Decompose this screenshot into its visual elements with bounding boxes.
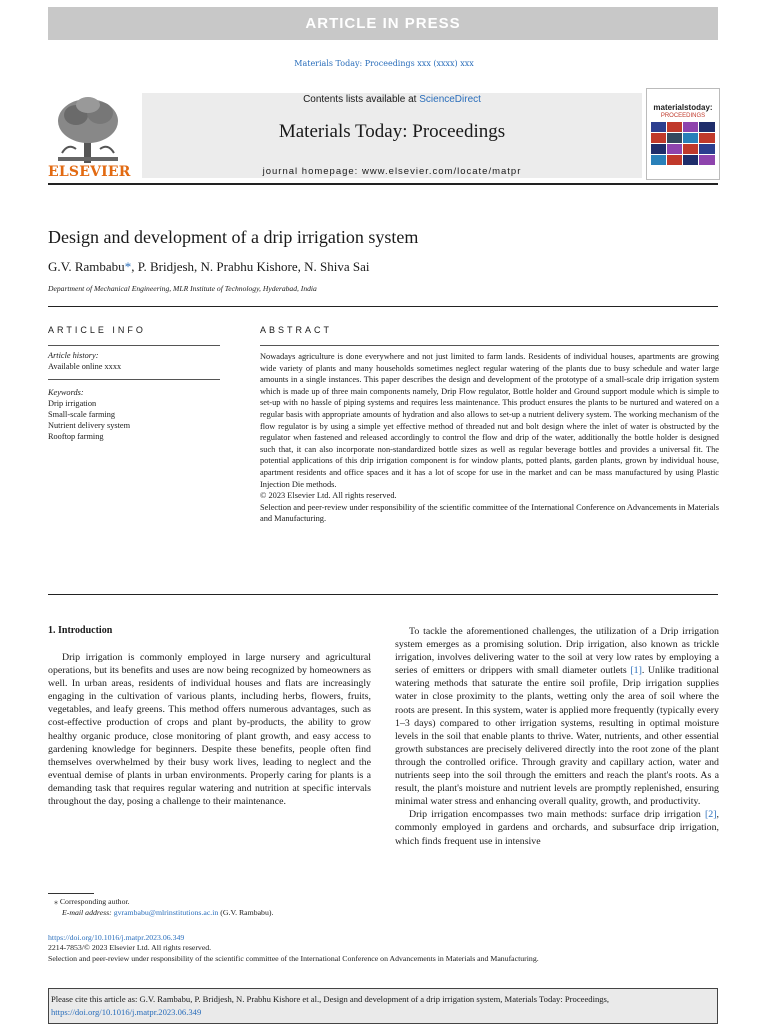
cover-mosaic bbox=[651, 122, 715, 166]
history-label: Article history: bbox=[48, 351, 99, 360]
journal-homepage[interactable]: journal homepage: www.elsevier.com/locate/matpr bbox=[262, 166, 522, 177]
keyword-item: Small-scale farming bbox=[48, 410, 116, 419]
left-column bbox=[48, 651, 371, 808]
abstract-bottom-rule bbox=[48, 594, 718, 595]
cite-doi-link[interactable]: https://doi.org/10.1016/j.matpr.2023.06.349 bbox=[51, 1007, 202, 1017]
paper-title: Design and development of a drip irrigation system bbox=[48, 227, 419, 247]
journal-citation-link[interactable]: Materials Today: Proceedings xxx (xxxx) xxx bbox=[294, 59, 474, 68]
para3-text-a: Drip irrigation encompasses two main methods: surface drip irrigation bbox=[409, 809, 706, 821]
abstract-copyright: © 2023 Elsevier Ltd. All rights reserved. bbox=[260, 491, 397, 501]
keyword-item: Rooftop farming bbox=[48, 432, 104, 441]
keyword-item: Nutrient delivery system bbox=[48, 421, 131, 430]
article-info-rule bbox=[48, 345, 220, 346]
contents-prefix: Contents lists available at bbox=[303, 94, 420, 105]
corresponding-author-note: ⁎ Corresponding author. bbox=[54, 897, 130, 906]
doi-link[interactable]: https://doi.org/10.1016/j.matpr.2023.06.349 bbox=[48, 933, 185, 942]
article-info-heading: ARTICLE INFO bbox=[48, 325, 146, 335]
intro-paragraph-2 bbox=[395, 625, 719, 808]
email-link[interactable]: gvrambabu@mlrinstitutions.ac.in bbox=[113, 908, 219, 917]
cite-this-article-box bbox=[48, 988, 718, 1024]
intro-paragraph-3 bbox=[395, 808, 719, 847]
right-column bbox=[395, 625, 719, 848]
journal-title: Materials Today: Proceedings bbox=[278, 121, 506, 142]
history-value: Available online xxxx bbox=[48, 362, 122, 371]
elsevier-wordmark: ELSEVIER bbox=[48, 164, 131, 180]
title-rule bbox=[48, 306, 718, 307]
ref-1-link[interactable]: [1] bbox=[630, 665, 642, 677]
footer-peer-review: Selection and peer-review under responsibility of the scientific committee of the International Conference on Advancements in Materials and Manufacturing. bbox=[48, 954, 539, 963]
author-first[interactable]: G.V. Rambabu bbox=[48, 259, 125, 274]
abstract-heading: ABSTRACT bbox=[260, 325, 333, 335]
section-heading-introduction: 1. Introduction bbox=[48, 625, 113, 636]
cover-brand: materialstoday: bbox=[653, 103, 713, 112]
para2-text-a: To tackle the aforementioned challenges, the utilization of a Drip irrigation system emerges as a promising solution. Drip irrigation, also known as trickle irrigation, involves delivering water to the soil at very low rates by employing a series of emitters or drippers with small diameter outlets bbox=[395, 626, 719, 677]
email-label: E-mail address: bbox=[62, 908, 114, 917]
article-in-press-banner: ARTICLE IN PRESS bbox=[48, 7, 718, 40]
para3-text-b: , commonly employed in gardens and orchards, and subsurface drip irrigation, which finds frequent use in intensive bbox=[395, 809, 719, 847]
affiliation: Department of Mechanical Engineering, MLR Institute of Technology, Hyderabad, India bbox=[48, 284, 317, 293]
footnote-rule bbox=[48, 893, 94, 894]
contents-available bbox=[142, 94, 642, 105]
journal-cover-thumbnail bbox=[646, 88, 720, 180]
author-rest: , P. Bridjesh, N. Prabhu Kishore, N. Shiva Sai bbox=[131, 259, 370, 274]
history-rule bbox=[48, 379, 220, 380]
intro-paragraph-1: Drip irrigation is commonly employed in large nursery and agricultural operations, but its benefits and uses are now being recognized by homeowners as well. In urban areas, residents of individual houses and flats are increasingly engaging in the cultivation of various plants, including herbs, flowers, fruits, vegetables, and leafy greens. This method offers numerous advantages, such as cost-effective production of crops and plant by-products, the ability to grow healthy organic produce, close monitoring of plant growth, and easy access to gardening knowledge for beginners. Despite these benefits, people often find themselves overwhelmed by their busy work lives, leading to neglect and the eventual demise of plants in urban environments. Properly caring for plants is a demanding task that requires regular watering and nutrition at specific intervals throughout the day, posing a challenge to their maintenance. bbox=[48, 652, 371, 808]
keywords-label: Keywords: bbox=[48, 388, 84, 397]
email-note bbox=[62, 907, 273, 918]
email-suffix: (G.V. Rambabu). bbox=[218, 908, 274, 917]
header-rule bbox=[48, 183, 718, 185]
cover-subtitle: PROCEEDINGS bbox=[660, 113, 706, 119]
para2-text-b: . Unlike traditional watering methods that saturate the entire soil profile, Drip irrigation supplies water in close proximity to the plants, wetting only the area of soil where the roots are present. In this system, water is applied more frequently (typically every 1–3 days) compared to other irrigation systems, resulting in optimal moisture levels in the soil that enable plants to thrive. Water, nutrients, and other essential growth substances are precisely delivered directly into the root zone of the plant through the controlled orifice. Through gravity and capillary action, water and nutrients seep into the soil through the emitters and reach the plant's roots. As a result, the plant's moisture and nutrient levels are promptly replenished, ensuring minimal water stress and enhancing overall quality, growth, and productivity. bbox=[395, 665, 719, 808]
abstract-text: Nowadays agriculture is done everywhere and not just limited to farm lands. Residents of individual houses, apartments are growing wide variety of plants and many households sometimes neglect regular watering of the plants due to busy schedule and water large amounts in a single instances. This paper describes the design and development of the prototype of a small-scale drip irrigation system which is made up of three main components namely, Drip Flow regulator, Bottle holder and Ground support module which is simple to set-up with no hassle of piping systems and requires less maintenance. This product ensures the plants to be nurtured and watered on a regular basis with appropriate amounts of hydration and also allows to set-up a nutrient delivery system. The working mechanism of the flow regulator is by using a simple yet effective method of threaded nut and bolt design where the inlet of water is obstructed by the regulator when fastened and released accordingly to control the flow and drip of the water, additionally the bottle holder is designed such that, it can also incorporate non-standardized bottle sizes as well as regular beverage bottles and provides a universal fit. The potential applications of this drip irrigation component is for window plants, potted plants, garden plants, grown by individual house, apartment residents and office spaces and it has a lot of scope for use in the market and can be mass manufactured by using Plastic Injection Die methods. bbox=[260, 352, 719, 489]
issn-line: 2214-7853/© 2023 Elsevier Ltd. All rights reserved. bbox=[48, 943, 212, 952]
author-list bbox=[48, 259, 370, 275]
sciencedirect-link[interactable]: ScienceDirect bbox=[419, 94, 481, 105]
keyword-item: Drip irrigation bbox=[48, 399, 97, 408]
cite-text: Please cite this article as: G.V. Rambabu, P. Bridjesh, N. Prabhu Kishore et al., Design and development of a drip irrigation system, Materials Today: Proceedings, bbox=[51, 994, 610, 1004]
ref-2-link[interactable]: [2] bbox=[705, 809, 717, 821]
abstract-body bbox=[260, 351, 719, 525]
abstract-rule bbox=[260, 345, 719, 346]
corresponding-mark[interactable]: * bbox=[124, 259, 132, 274]
abstract-peer-review: Selection and peer-review under responsibility of the scientific committee of the International Conference on Advancements in Materials and Manufacturing. bbox=[260, 502, 719, 524]
